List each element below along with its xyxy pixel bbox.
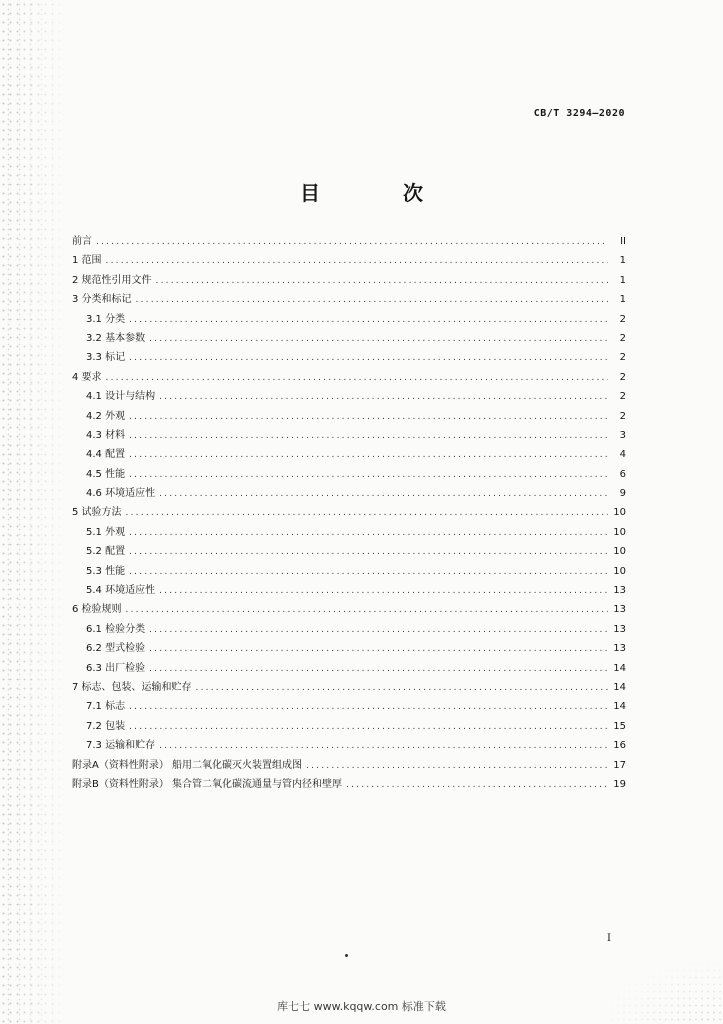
toc-entry-label: 6.1 检验分类	[86, 623, 146, 635]
toc-leader-dots	[149, 625, 608, 635]
toc-entry-label: 5.4 环境适应性	[86, 585, 156, 597]
toc-entry[interactable]	[72, 290, 626, 309]
toc-entry[interactable]	[72, 775, 626, 794]
toc-leader-dots	[149, 334, 608, 344]
toc-entry-page: 6	[619, 468, 626, 480]
toc-leader-dots	[129, 470, 608, 480]
toc-entry-label: 4.4 配置	[86, 449, 126, 461]
toc-subentry[interactable]	[72, 465, 626, 484]
toc-leader-dots	[149, 644, 608, 654]
toc-leader-dots	[129, 567, 608, 577]
toc-subentry[interactable]	[72, 310, 626, 329]
toc-entry-label: 7 标志、包装、运输和贮存	[72, 681, 192, 693]
toc-leader-dots	[129, 528, 608, 538]
toc-leader-dots	[126, 508, 608, 518]
toc-subentry[interactable]	[72, 562, 626, 581]
scan-noise-left	[0, 0, 70, 1024]
toc-entry-page: 14	[613, 681, 626, 693]
toc-entry-page: II	[620, 236, 626, 247]
toc-subentry[interactable]	[72, 445, 626, 464]
toc-entry-page: 13	[613, 585, 626, 597]
toc-entry[interactable]	[72, 600, 626, 619]
toc-entry[interactable]	[72, 756, 626, 775]
toc-entry-label: 4.5 性能	[86, 468, 126, 480]
toc-subentry[interactable]	[72, 717, 626, 736]
toc-leader-dots	[126, 605, 608, 615]
toc-subentry[interactable]	[72, 659, 626, 678]
toc-subentry[interactable]	[72, 484, 626, 503]
toc-leader-dots	[129, 431, 608, 441]
toc-entry[interactable]	[72, 368, 626, 387]
toc-entry-label: 3.2 基本参数	[86, 332, 146, 344]
toc-entry-label: 5.2 配置	[86, 546, 126, 558]
page-number: I	[607, 933, 611, 944]
toc-entry-label: 4 要求	[72, 371, 102, 383]
toc-leader-dots	[129, 412, 608, 422]
toc-entry-page: 4	[619, 449, 626, 461]
page-title: 目 次	[300, 181, 461, 205]
toc-leader-dots	[149, 664, 608, 674]
toc-entry-label: 4.6 环境适应性	[86, 488, 156, 500]
toc-leader-dots	[136, 295, 608, 305]
toc-entry-page: 15	[613, 720, 626, 732]
standard-code: CB/T 3294—2020	[533, 108, 625, 119]
toc-entry-page: 2	[619, 391, 626, 403]
toc-entry-page: 14	[613, 662, 626, 674]
toc-entry-page: 2	[619, 410, 626, 422]
scan-noise-bottom-right	[603, 960, 723, 1024]
toc-subentry[interactable]	[72, 387, 626, 406]
toc-subentry[interactable]	[72, 426, 626, 445]
toc-entry-page: 13	[613, 604, 626, 616]
toc-subentry[interactable]	[72, 407, 626, 426]
toc-subentry[interactable]	[72, 348, 626, 367]
toc-entry-label: 4.3 材料	[86, 429, 126, 441]
toc-entry-page: 19	[613, 778, 626, 790]
toc-entry[interactable]	[72, 251, 626, 270]
toc-subentry[interactable]	[72, 581, 626, 600]
toc-entry-label: 1 范围	[72, 255, 102, 267]
toc-leader-dots	[129, 315, 608, 325]
toc-leader-dots	[96, 237, 608, 247]
toc-entry-label: 2 规范性引用文件	[72, 274, 152, 286]
toc-entry-label: 4.2 外观	[86, 410, 126, 422]
toc-leader-dots	[196, 683, 608, 693]
toc-entry[interactable]	[72, 271, 626, 290]
toc-entry-page: 10	[613, 526, 626, 538]
toc-entry-page: 10	[613, 507, 626, 519]
toc-entry-page: 1	[619, 255, 626, 267]
toc-entry-page: 13	[613, 643, 626, 655]
toc-entry-page: 2	[619, 371, 626, 383]
toc-leader-dots	[129, 722, 608, 732]
toc-entry-page: 3	[619, 429, 626, 441]
toc-leader-dots	[129, 353, 608, 363]
toc-entry-page: 9	[619, 488, 626, 500]
toc-entry-page: 2	[619, 332, 626, 344]
toc-entry-label: 3 分类和标记	[72, 294, 132, 306]
toc-leader-dots	[159, 741, 608, 751]
toc-subentry[interactable]	[72, 736, 626, 755]
toc-leader-dots	[106, 373, 608, 383]
toc-entry-label: 7.3 运输和贮存	[86, 740, 156, 752]
toc-entry-label: 前言	[72, 236, 92, 247]
toc-entry[interactable]	[72, 232, 626, 251]
toc-entry[interactable]	[72, 503, 626, 522]
toc-entry-page: 10	[613, 565, 626, 577]
toc-entry-page: 1	[619, 274, 626, 286]
watermark: 库七七 www.kqqw.com 标准下载	[277, 1000, 446, 1013]
scan-dot	[345, 954, 348, 957]
toc-entry-label: 5.1 外观	[86, 526, 126, 538]
toc-entry-label: 6.3 出厂检验	[86, 662, 146, 674]
toc-subentry[interactable]	[72, 697, 626, 716]
toc-entry-label: 6.2 型式检验	[86, 643, 146, 655]
toc-entry-page: 10	[613, 546, 626, 558]
toc-entry-label: 附录B（资料性附录） 集合管二氧化碳流通量与管内径和壁厚	[72, 778, 343, 790]
toc-entry-label: 3.3 标记	[86, 352, 126, 364]
toc-entry-label: 7.2 包装	[86, 720, 126, 732]
toc-entry-page: 13	[613, 623, 626, 635]
toc-entry-label: 6 检验规则	[72, 604, 122, 616]
toc-entry-page: 16	[613, 740, 626, 752]
toc-leader-dots	[129, 702, 608, 712]
toc-entry-page: 17	[613, 759, 626, 771]
toc-leader-dots	[306, 761, 608, 771]
toc-leader-dots	[129, 547, 608, 557]
toc-leader-dots	[156, 276, 608, 286]
toc-leader-dots	[159, 586, 608, 596]
toc-entry[interactable]	[72, 678, 626, 697]
toc-entry-page: 1	[619, 294, 626, 306]
toc-entry-label: 5 试验方法	[72, 507, 122, 519]
toc-leader-dots	[106, 256, 608, 266]
toc-subentry[interactable]	[72, 523, 626, 542]
toc-subentry[interactable]	[72, 639, 626, 658]
toc-leader-dots	[129, 450, 608, 460]
toc-subentry[interactable]	[72, 620, 626, 639]
toc-entry-label: 7.1 标志	[86, 701, 126, 713]
toc-leader-dots	[159, 489, 608, 499]
toc-subentry[interactable]	[72, 542, 626, 561]
toc-entry-page: 2	[619, 313, 626, 325]
table-of-contents	[72, 232, 626, 794]
toc-entry-page: 2	[619, 352, 626, 364]
toc-subentry[interactable]	[72, 329, 626, 348]
toc-entry-label: 附录A（资料性附录） 船用二氧化碳灭火装置组成图	[72, 759, 303, 771]
toc-entry-label: 5.3 性能	[86, 565, 126, 577]
toc-entry-label: 3.1 分类	[86, 313, 126, 325]
toc-entry-page: 14	[613, 701, 626, 713]
toc-leader-dots	[346, 780, 608, 790]
toc-entry-label: 4.1 设计与结构	[86, 391, 156, 403]
toc-leader-dots	[159, 392, 608, 402]
